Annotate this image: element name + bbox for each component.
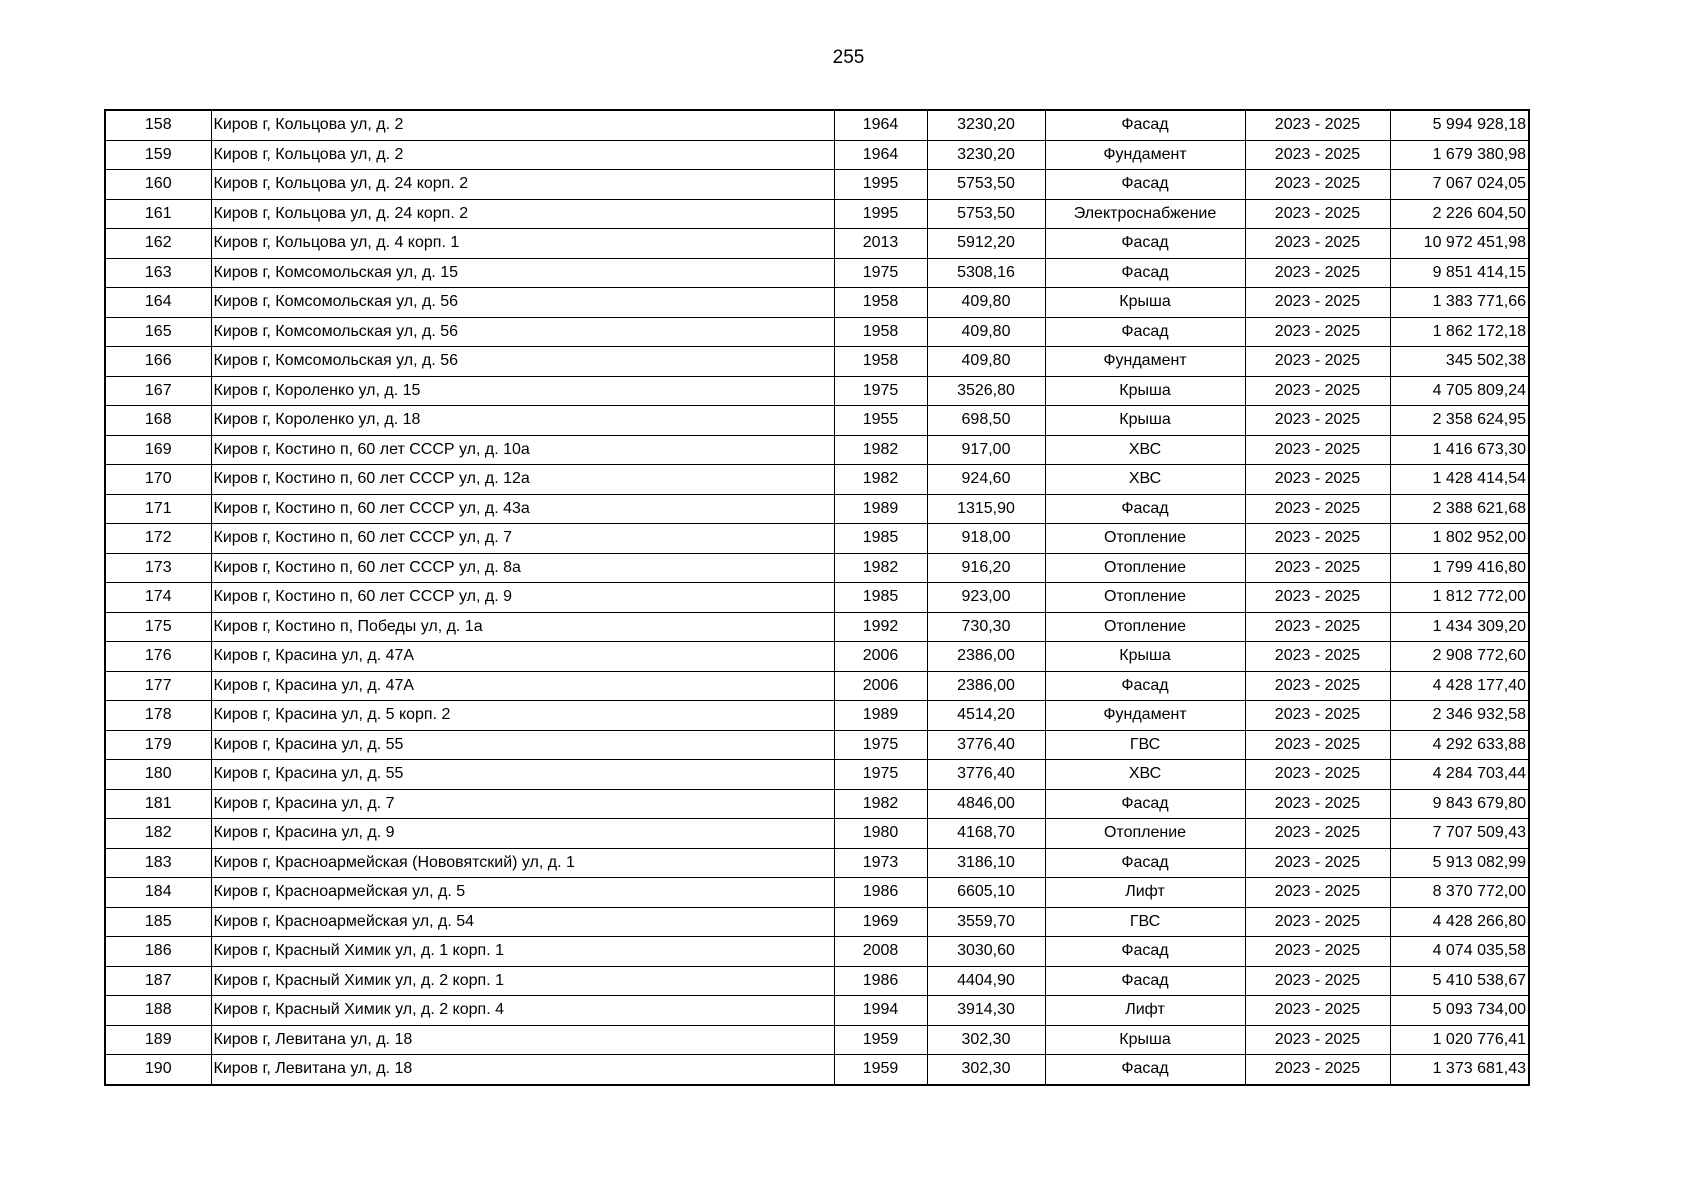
cost-cell: 2 388 621,68 <box>1390 494 1529 524</box>
address-cell: Киров г, Красный Химик ул, д. 2 корп. 4 <box>211 996 834 1026</box>
row-number-cell: 186 <box>105 937 211 967</box>
cost-cell: 2 226 604,50 <box>1390 199 1529 229</box>
period-cell: 2023 - 2025 <box>1245 140 1390 170</box>
period-cell: 2023 - 2025 <box>1245 553 1390 583</box>
address-cell: Киров г, Костино п, 60 лет СССР ул, д. 43а <box>211 494 834 524</box>
build-year-cell: 2006 <box>834 671 927 701</box>
period-cell: 2023 - 2025 <box>1245 317 1390 347</box>
build-year-cell: 1955 <box>834 406 927 436</box>
build-year-cell: 2013 <box>834 229 927 259</box>
build-year-cell: 1982 <box>834 435 927 465</box>
area-cell: 730,30 <box>927 612 1045 642</box>
row-number-cell: 161 <box>105 199 211 229</box>
table-row <box>105 494 1529 524</box>
area-cell: 5753,50 <box>927 170 1045 200</box>
table-row <box>105 524 1529 554</box>
area-cell: 923,00 <box>927 583 1045 613</box>
build-year-cell: 1975 <box>834 760 927 790</box>
period-cell: 2023 - 2025 <box>1245 848 1390 878</box>
table-row <box>105 347 1529 377</box>
period-cell: 2023 - 2025 <box>1245 465 1390 495</box>
row-number-cell: 178 <box>105 701 211 731</box>
row-number-cell: 184 <box>105 878 211 908</box>
row-number-cell: 183 <box>105 848 211 878</box>
area-cell: 3776,40 <box>927 760 1045 790</box>
work-type-cell: Отопление <box>1045 583 1245 613</box>
area-cell: 3230,20 <box>927 140 1045 170</box>
area-cell: 2386,00 <box>927 642 1045 672</box>
table-row <box>105 789 1529 819</box>
period-cell: 2023 - 2025 <box>1245 642 1390 672</box>
cost-cell: 10 972 451,98 <box>1390 229 1529 259</box>
build-year-cell: 1975 <box>834 376 927 406</box>
area-cell: 3030,60 <box>927 937 1045 967</box>
build-year-cell: 2008 <box>834 937 927 967</box>
work-type-cell: Фасад <box>1045 258 1245 288</box>
build-year-cell: 1986 <box>834 966 927 996</box>
row-number-cell: 164 <box>105 288 211 318</box>
area-cell: 698,50 <box>927 406 1045 436</box>
area-cell: 409,80 <box>927 288 1045 318</box>
period-cell: 2023 - 2025 <box>1245 110 1390 140</box>
build-year-cell: 1982 <box>834 789 927 819</box>
table-row <box>105 199 1529 229</box>
cost-cell: 2 346 932,58 <box>1390 701 1529 731</box>
work-type-cell: Фасад <box>1045 494 1245 524</box>
work-type-cell: Фасад <box>1045 937 1245 967</box>
cost-cell: 1 383 771,66 <box>1390 288 1529 318</box>
work-type-cell: Лифт <box>1045 878 1245 908</box>
build-year-cell: 1958 <box>834 347 927 377</box>
build-year-cell: 1986 <box>834 878 927 908</box>
cost-cell: 1 799 416,80 <box>1390 553 1529 583</box>
build-year-cell: 1975 <box>834 730 927 760</box>
cost-cell: 1 862 172,18 <box>1390 317 1529 347</box>
work-type-cell: Отопление <box>1045 819 1245 849</box>
address-cell: Киров г, Костино п, 60 лет СССР ул, д. 9 <box>211 583 834 613</box>
row-number-cell: 188 <box>105 996 211 1026</box>
period-cell: 2023 - 2025 <box>1245 937 1390 967</box>
period-cell: 2023 - 2025 <box>1245 760 1390 790</box>
address-cell: Киров г, Костино п, Победы ул, д. 1а <box>211 612 834 642</box>
build-year-cell: 1973 <box>834 848 927 878</box>
period-cell: 2023 - 2025 <box>1245 229 1390 259</box>
address-cell: Киров г, Левитана ул, д. 18 <box>211 1025 834 1055</box>
address-cell: Киров г, Красина ул, д. 47А <box>211 642 834 672</box>
table-row <box>105 907 1529 937</box>
row-number-cell: 159 <box>105 140 211 170</box>
table-row <box>105 671 1529 701</box>
cost-cell: 4 074 035,58 <box>1390 937 1529 967</box>
table-row <box>105 937 1529 967</box>
period-cell: 2023 - 2025 <box>1245 730 1390 760</box>
address-cell: Киров г, Комсомольская ул, д. 15 <box>211 258 834 288</box>
build-year-cell: 1992 <box>834 612 927 642</box>
address-cell: Киров г, Красина ул, д. 7 <box>211 789 834 819</box>
table-row <box>105 258 1529 288</box>
cost-cell: 5 994 928,18 <box>1390 110 1529 140</box>
build-year-cell: 1995 <box>834 199 927 229</box>
address-cell: Киров г, Красина ул, д. 55 <box>211 730 834 760</box>
cost-cell: 5 410 538,67 <box>1390 966 1529 996</box>
area-cell: 3914,30 <box>927 996 1045 1026</box>
cost-cell: 5 093 734,00 <box>1390 996 1529 1026</box>
period-cell: 2023 - 2025 <box>1245 612 1390 642</box>
area-cell: 409,80 <box>927 347 1045 377</box>
area-cell: 924,60 <box>927 465 1045 495</box>
work-type-cell: Крыша <box>1045 642 1245 672</box>
repair-register-table <box>104 109 1530 1086</box>
area-cell: 3526,80 <box>927 376 1045 406</box>
work-type-cell: Фундамент <box>1045 701 1245 731</box>
cost-cell: 1 428 414,54 <box>1390 465 1529 495</box>
cost-cell: 2 358 624,95 <box>1390 406 1529 436</box>
build-year-cell: 1985 <box>834 583 927 613</box>
address-cell: Киров г, Кольцова ул, д. 24 корп. 2 <box>211 170 834 200</box>
cost-cell: 8 370 772,00 <box>1390 878 1529 908</box>
cost-cell: 4 428 266,80 <box>1390 907 1529 937</box>
table-row <box>105 878 1529 908</box>
address-cell: Киров г, Комсомольская ул, д. 56 <box>211 288 834 318</box>
work-type-cell: Отопление <box>1045 553 1245 583</box>
work-type-cell: Фундамент <box>1045 140 1245 170</box>
work-type-cell: Фасад <box>1045 170 1245 200</box>
build-year-cell: 1958 <box>834 288 927 318</box>
build-year-cell: 1985 <box>834 524 927 554</box>
work-type-cell: Отопление <box>1045 612 1245 642</box>
address-cell: Киров г, Красина ул, д. 5 корп. 2 <box>211 701 834 731</box>
row-number-cell: 165 <box>105 317 211 347</box>
period-cell: 2023 - 2025 <box>1245 966 1390 996</box>
table-row <box>105 465 1529 495</box>
row-number-cell: 182 <box>105 819 211 849</box>
build-year-cell: 1989 <box>834 494 927 524</box>
row-number-cell: 160 <box>105 170 211 200</box>
table-row <box>105 435 1529 465</box>
table-row <box>105 701 1529 731</box>
period-cell: 2023 - 2025 <box>1245 406 1390 436</box>
period-cell: 2023 - 2025 <box>1245 996 1390 1026</box>
table-row <box>105 1025 1529 1055</box>
work-type-cell: ХВС <box>1045 760 1245 790</box>
cost-cell: 1 434 309,20 <box>1390 612 1529 642</box>
area-cell: 5308,16 <box>927 258 1045 288</box>
table-row <box>105 583 1529 613</box>
period-cell: 2023 - 2025 <box>1245 524 1390 554</box>
table-row <box>105 317 1529 347</box>
address-cell: Киров г, Красина ул, д. 47А <box>211 671 834 701</box>
cost-cell: 9 851 414,15 <box>1390 258 1529 288</box>
period-cell: 2023 - 2025 <box>1245 671 1390 701</box>
table-row <box>105 170 1529 200</box>
table-row <box>105 848 1529 878</box>
area-cell: 302,30 <box>927 1055 1045 1085</box>
cost-cell: 7 067 024,05 <box>1390 170 1529 200</box>
build-year-cell: 1980 <box>834 819 927 849</box>
area-cell: 917,00 <box>927 435 1045 465</box>
area-cell: 4404,90 <box>927 966 1045 996</box>
build-year-cell: 1964 <box>834 140 927 170</box>
table-row <box>105 730 1529 760</box>
table-row <box>105 288 1529 318</box>
work-type-cell: Крыша <box>1045 1025 1245 1055</box>
row-number-cell: 179 <box>105 730 211 760</box>
work-type-cell: Крыша <box>1045 406 1245 436</box>
work-type-cell: Крыша <box>1045 376 1245 406</box>
build-year-cell: 1994 <box>834 996 927 1026</box>
table-row <box>105 760 1529 790</box>
work-type-cell: Фасад <box>1045 966 1245 996</box>
work-type-cell: Лифт <box>1045 996 1245 1026</box>
row-number-cell: 172 <box>105 524 211 554</box>
area-cell: 6605,10 <box>927 878 1045 908</box>
cost-cell: 5 913 082,99 <box>1390 848 1529 878</box>
area-cell: 1315,90 <box>927 494 1045 524</box>
table-row <box>105 966 1529 996</box>
area-cell: 5753,50 <box>927 199 1045 229</box>
row-number-cell: 185 <box>105 907 211 937</box>
build-year-cell: 1964 <box>834 110 927 140</box>
area-cell: 5912,20 <box>927 229 1045 259</box>
address-cell: Киров г, Красноармейская ул, д. 54 <box>211 907 834 937</box>
period-cell: 2023 - 2025 <box>1245 288 1390 318</box>
area-cell: 918,00 <box>927 524 1045 554</box>
work-type-cell: Фасад <box>1045 671 1245 701</box>
table-row <box>105 1055 1529 1085</box>
cost-cell: 1 020 776,41 <box>1390 1025 1529 1055</box>
cost-cell: 345 502,38 <box>1390 347 1529 377</box>
cost-cell: 4 428 177,40 <box>1390 671 1529 701</box>
row-number-cell: 167 <box>105 376 211 406</box>
work-type-cell: Фундамент <box>1045 347 1245 377</box>
table-row <box>105 140 1529 170</box>
address-cell: Киров г, Костино п, 60 лет СССР ул, д. 8а <box>211 553 834 583</box>
build-year-cell: 1982 <box>834 465 927 495</box>
address-cell: Киров г, Комсомольская ул, д. 56 <box>211 317 834 347</box>
area-cell: 409,80 <box>927 317 1045 347</box>
period-cell: 2023 - 2025 <box>1245 199 1390 229</box>
row-number-cell: 169 <box>105 435 211 465</box>
period-cell: 2023 - 2025 <box>1245 170 1390 200</box>
period-cell: 2023 - 2025 <box>1245 789 1390 819</box>
address-cell: Киров г, Короленко ул, д. 15 <box>211 376 834 406</box>
period-cell: 2023 - 2025 <box>1245 907 1390 937</box>
row-number-cell: 173 <box>105 553 211 583</box>
work-type-cell: Фасад <box>1045 848 1245 878</box>
area-cell: 4514,20 <box>927 701 1045 731</box>
work-type-cell: Фасад <box>1045 789 1245 819</box>
address-cell: Киров г, Комсомольская ул, д. 56 <box>211 347 834 377</box>
work-type-cell: ГВС <box>1045 730 1245 760</box>
work-type-cell: Отопление <box>1045 524 1245 554</box>
period-cell: 2023 - 2025 <box>1245 494 1390 524</box>
address-cell: Киров г, Левитана ул, д. 18 <box>211 1055 834 1085</box>
period-cell: 2023 - 2025 <box>1245 376 1390 406</box>
address-cell: Киров г, Костино п, 60 лет СССР ул, д. 10а <box>211 435 834 465</box>
work-type-cell: Фасад <box>1045 1055 1245 1085</box>
cost-cell: 1 416 673,30 <box>1390 435 1529 465</box>
address-cell: Киров г, Красный Химик ул, д. 2 корп. 1 <box>211 966 834 996</box>
table-row <box>105 110 1529 140</box>
area-cell: 3559,70 <box>927 907 1045 937</box>
row-number-cell: 175 <box>105 612 211 642</box>
cost-cell: 1 373 681,43 <box>1390 1055 1529 1085</box>
cost-cell: 2 908 772,60 <box>1390 642 1529 672</box>
address-cell: Киров г, Кольцова ул, д. 4 корп. 1 <box>211 229 834 259</box>
table-body <box>105 110 1529 1085</box>
cost-cell: 4 705 809,24 <box>1390 376 1529 406</box>
address-cell: Киров г, Красноармейская ул, д. 5 <box>211 878 834 908</box>
table-row <box>105 229 1529 259</box>
table-row <box>105 642 1529 672</box>
address-cell: Киров г, Костино п, 60 лет СССР ул, д. 12а <box>211 465 834 495</box>
table-row <box>105 406 1529 436</box>
table-row <box>105 376 1529 406</box>
table-row <box>105 996 1529 1026</box>
address-cell: Киров г, Короленко ул, д. 18 <box>211 406 834 436</box>
row-number-cell: 190 <box>105 1055 211 1085</box>
build-year-cell: 1959 <box>834 1055 927 1085</box>
row-number-cell: 163 <box>105 258 211 288</box>
build-year-cell: 1995 <box>834 170 927 200</box>
row-number-cell: 171 <box>105 494 211 524</box>
row-number-cell: 187 <box>105 966 211 996</box>
row-number-cell: 177 <box>105 671 211 701</box>
row-number-cell: 170 <box>105 465 211 495</box>
cost-cell: 1 679 380,98 <box>1390 140 1529 170</box>
address-cell: Киров г, Кольцова ул, д. 2 <box>211 140 834 170</box>
area-cell: 4846,00 <box>927 789 1045 819</box>
area-cell: 2386,00 <box>927 671 1045 701</box>
period-cell: 2023 - 2025 <box>1245 435 1390 465</box>
area-cell: 3230,20 <box>927 110 1045 140</box>
period-cell: 2023 - 2025 <box>1245 583 1390 613</box>
work-type-cell: ХВС <box>1045 435 1245 465</box>
work-type-cell: ХВС <box>1045 465 1245 495</box>
period-cell: 2023 - 2025 <box>1245 1055 1390 1085</box>
build-year-cell: 1969 <box>834 907 927 937</box>
build-year-cell: 2006 <box>834 642 927 672</box>
address-cell: Киров г, Красина ул, д. 55 <box>211 760 834 790</box>
period-cell: 2023 - 2025 <box>1245 347 1390 377</box>
period-cell: 2023 - 2025 <box>1245 701 1390 731</box>
cost-cell: 9 843 679,80 <box>1390 789 1529 819</box>
address-cell: Киров г, Красный Химик ул, д. 1 корп. 1 <box>211 937 834 967</box>
cost-cell: 4 292 633,88 <box>1390 730 1529 760</box>
row-number-cell: 174 <box>105 583 211 613</box>
address-cell: Киров г, Кольцова ул, д. 24 корп. 2 <box>211 199 834 229</box>
work-type-cell: Фасад <box>1045 317 1245 347</box>
period-cell: 2023 - 2025 <box>1245 878 1390 908</box>
address-cell: Киров г, Костино п, 60 лет СССР ул, д. 7 <box>211 524 834 554</box>
work-type-cell: Фасад <box>1045 229 1245 259</box>
period-cell: 2023 - 2025 <box>1245 258 1390 288</box>
row-number-cell: 158 <box>105 110 211 140</box>
area-cell: 302,30 <box>927 1025 1045 1055</box>
address-cell: Киров г, Кольцова ул, д. 2 <box>211 110 834 140</box>
area-cell: 3186,10 <box>927 848 1045 878</box>
area-cell: 3776,40 <box>927 730 1045 760</box>
row-number-cell: 168 <box>105 406 211 436</box>
cost-cell: 7 707 509,43 <box>1390 819 1529 849</box>
row-number-cell: 181 <box>105 789 211 819</box>
row-number-cell: 189 <box>105 1025 211 1055</box>
page-number: 255 <box>832 47 865 68</box>
cost-cell: 4 284 703,44 <box>1390 760 1529 790</box>
cost-cell: 1 812 772,00 <box>1390 583 1529 613</box>
table-row <box>105 819 1529 849</box>
build-year-cell: 1958 <box>834 317 927 347</box>
work-type-cell: ГВС <box>1045 907 1245 937</box>
address-cell: Киров г, Красноармейская (Нововятский) ул, д. 1 <box>211 848 834 878</box>
cost-cell: 1 802 952,00 <box>1390 524 1529 554</box>
table-row <box>105 553 1529 583</box>
build-year-cell: 1975 <box>834 258 927 288</box>
row-number-cell: 162 <box>105 229 211 259</box>
build-year-cell: 1959 <box>834 1025 927 1055</box>
work-type-cell: Электроснабжение <box>1045 199 1245 229</box>
address-cell: Киров г, Красина ул, д. 9 <box>211 819 834 849</box>
table-row <box>105 612 1529 642</box>
row-number-cell: 180 <box>105 760 211 790</box>
row-number-cell: 166 <box>105 347 211 377</box>
work-type-cell: Фасад <box>1045 110 1245 140</box>
area-cell: 4168,70 <box>927 819 1045 849</box>
build-year-cell: 1989 <box>834 701 927 731</box>
period-cell: 2023 - 2025 <box>1245 1025 1390 1055</box>
period-cell: 2023 - 2025 <box>1245 819 1390 849</box>
row-number-cell: 176 <box>105 642 211 672</box>
area-cell: 916,20 <box>927 553 1045 583</box>
build-year-cell: 1982 <box>834 553 927 583</box>
work-type-cell: Крыша <box>1045 288 1245 318</box>
